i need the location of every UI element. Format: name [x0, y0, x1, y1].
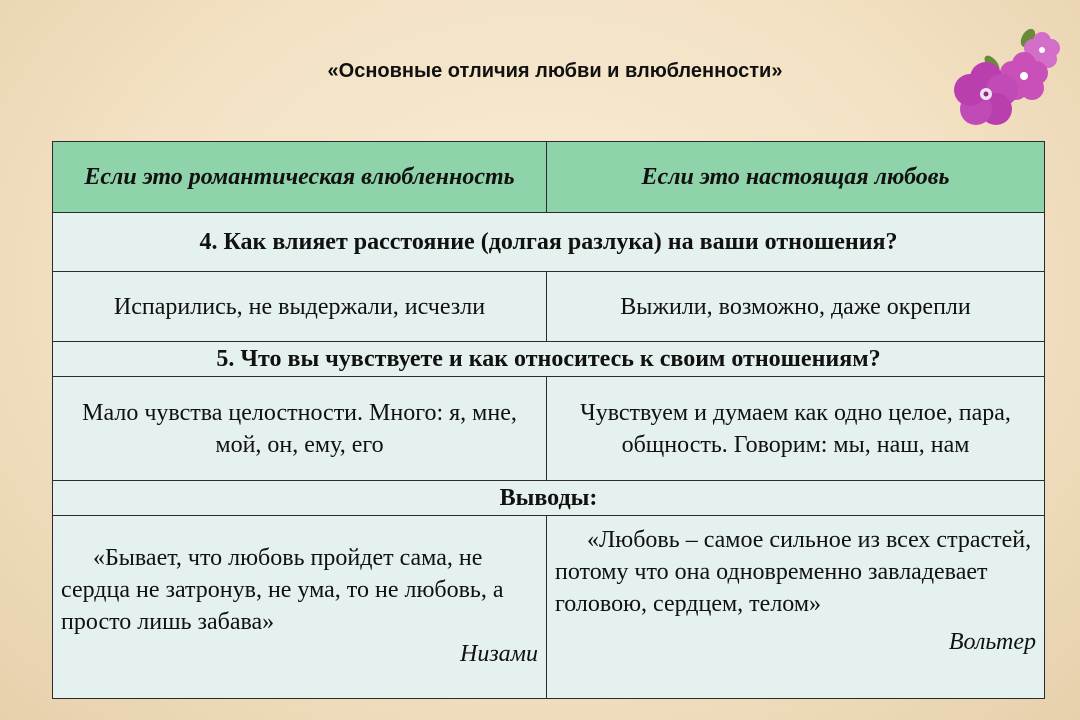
conclusions-label: Выводы: — [53, 481, 1045, 516]
quotes-row — [53, 516, 1045, 699]
header-romantic: Если это романтическая влюбленность — [53, 142, 547, 213]
question-4: 4. Как влияет расстояние (долгая разлука) на ваши отношения? — [53, 213, 1045, 272]
author-right: Вольтер — [948, 629, 1036, 655]
page-title: «Основные отличия любви и влюбленности» — [327, 60, 783, 82]
table-row — [53, 377, 1045, 481]
answer-5-love: Чувствуем и думаем как одно целое, пара, общность. Говорим: мы, наш, нам — [547, 377, 1045, 481]
quote-right: «Любовь – самое сильное из всех страстей, потому что она одновременно завладевает головою, сердцем, телом» — [555, 527, 1032, 617]
conclusions-row — [53, 481, 1045, 516]
question-row — [53, 213, 1045, 272]
question-5: 5. Что вы чувствуете и как относитесь к своим отношениям? — [53, 342, 1045, 377]
flowers-icon — [940, 28, 1080, 138]
answer-4-romantic: Испарились, не выдержали, исчезли — [53, 272, 547, 342]
table-header-row — [53, 142, 1045, 213]
answer-5-romantic: Мало чувства целостности. Много: я, мне, мой, он, ему, его — [53, 377, 547, 481]
comparison-table — [52, 141, 1045, 699]
author-left: Низами — [459, 641, 538, 667]
header-true-love: Если это настоящая любовь — [547, 142, 1045, 213]
quote-cell-left — [53, 516, 547, 699]
quote-cell-right — [547, 516, 1045, 699]
answer-4-love: Выжили, возможно, даже окрепли — [547, 272, 1045, 342]
quote-left: «Бывает, что любовь пройдет сама, не сердца не затронув, не ума, то не любовь, а просто лишь забава» — [61, 545, 504, 635]
question-row — [53, 342, 1045, 377]
table-row — [53, 272, 1045, 342]
